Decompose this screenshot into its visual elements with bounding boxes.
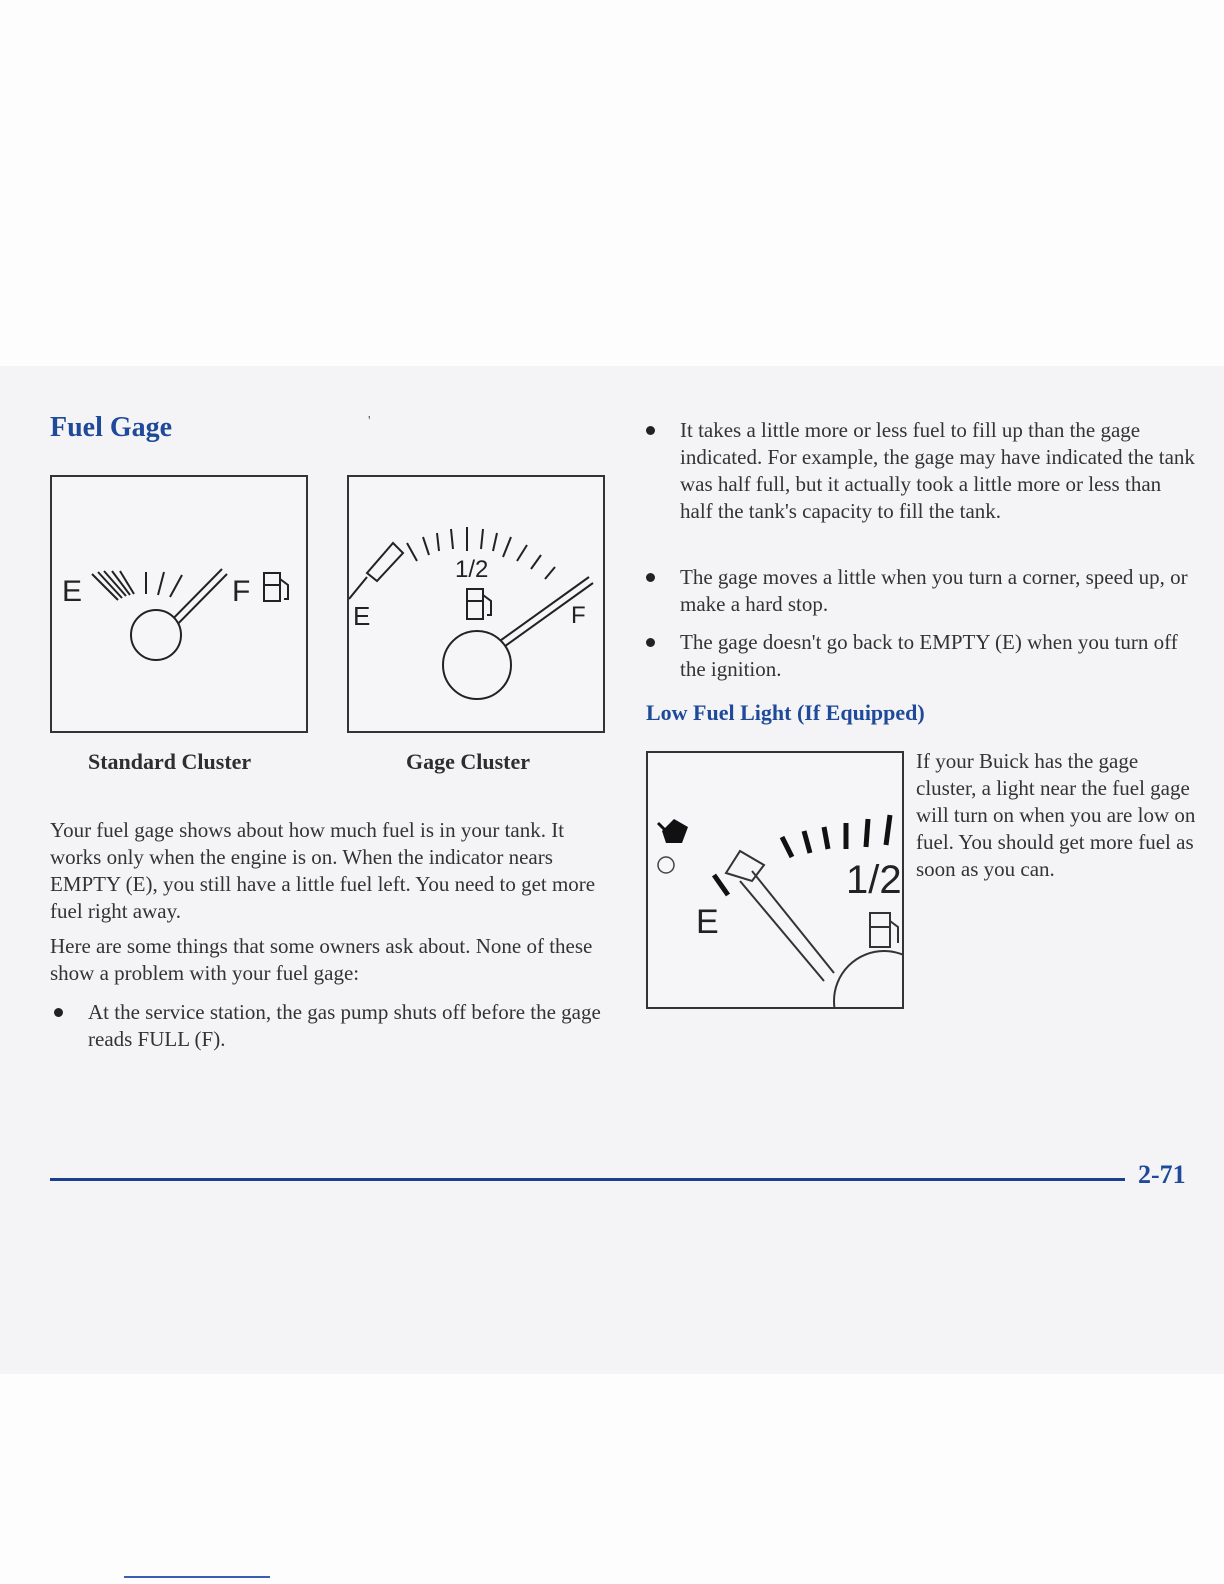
low-fuel-gauge-drawing [648, 753, 902, 1007]
low-fuel-light-paragraph: If your Buick has the gage cluster, a light near the fuel gage will turn on when you are low on fuel. You should get more fuel as soon as you can. [916, 749, 1196, 881]
gauge-ticks [92, 571, 182, 600]
indicator-bulb-icon [658, 857, 674, 873]
stray-mark: ' [368, 414, 371, 429]
full-label: F [571, 602, 586, 629]
half-label: 1/2 [846, 858, 902, 902]
page-number: 2-71 [1138, 1160, 1186, 1189]
low-fuel-lamp-icon [367, 543, 403, 581]
owner-questions-paragraph: Here are some things that some owners ask about. None of these show a problem with your fuel gage: [50, 934, 593, 985]
list-item [646, 629, 1196, 683]
list-item-text: The gage doesn't go back to EMPTY (E) when you turn off the ignition. [680, 630, 1178, 681]
standard-gauge-drawing [52, 477, 306, 731]
gauge-needle [726, 851, 834, 981]
bullet-icon [646, 426, 655, 435]
needle-hub [443, 631, 511, 699]
standard-cluster-figure [50, 475, 308, 733]
empty-label: E [62, 575, 83, 608]
list-item-text: The gage moves a little when you turn a corner, speed up, or make a hard stop. [680, 565, 1188, 616]
empty-label: E [696, 903, 719, 941]
fuel-gage-paragraph: Your fuel gage shows about how much fuel is in your tank. It works only when the engine is on. When the indicator nears EMPTY (E), you still have a little fuel left. You need to get more fuel right away. [50, 818, 596, 923]
list-item [646, 564, 1196, 618]
list-item [54, 999, 602, 1053]
full-label: F [232, 575, 251, 608]
gage-cluster-drawing [349, 477, 603, 731]
half-label: 1/2 [455, 556, 489, 583]
gage-cluster-caption: Gage Cluster [406, 749, 531, 774]
low-fuel-light-figure [646, 751, 904, 1009]
standard-cluster-caption: Standard Cluster [88, 749, 252, 774]
fuel-pump-icon [870, 913, 898, 947]
needle-hub [834, 951, 902, 1007]
empty-label: E [353, 601, 371, 631]
list-item [646, 417, 1196, 525]
gage-cluster-figure [347, 475, 605, 733]
fuel-pump-icon [467, 589, 491, 619]
bottom-rule [124, 1576, 270, 1578]
list-item-text: It takes a little more or less fuel to fill up than the gage indicated. For example, the gage may have indicated the tank was half full, but it actually took a little more or less than half the tank's capacity to fill the tank. [680, 418, 1195, 523]
list-item-text: At the service station, the gas pump shuts off before the gage reads FULL (F). [88, 1000, 601, 1051]
bullet-icon [646, 638, 655, 647]
low-fuel-light-heading: Low Fuel Light (If Equipped) [646, 700, 925, 725]
fuel-pump-icon [264, 573, 288, 601]
page-title: Fuel Gage [50, 412, 173, 443]
bullet-icon [54, 1008, 63, 1017]
bullet-icon [646, 573, 655, 582]
footer-divider [50, 1178, 1125, 1181]
needle-hub [131, 610, 181, 660]
